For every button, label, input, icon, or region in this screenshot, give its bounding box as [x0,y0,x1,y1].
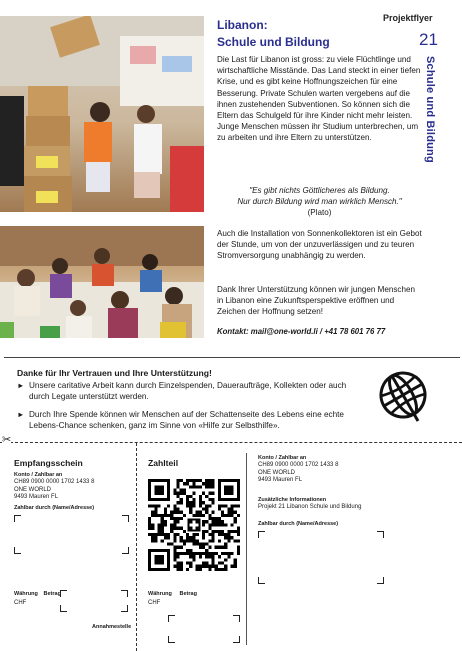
receipt-amount-labels [14,591,61,598]
receipt-currency-label: Währung [14,591,38,597]
receipt-amount-field[interactable] [60,605,67,612]
thanks-bullet-text: Unsere caritative Arbeit kann durch Einzelspenden, Daueraufträge, Kollekten oder auch durch Legate unterstützt werden. [29,381,347,402]
photo-classroom [0,226,204,338]
qr-code-graphic [148,479,240,571]
payment-amount-field[interactable] [168,636,175,643]
payment-info [258,497,448,512]
page-title-line2: Schule und Bildung [217,35,330,49]
receipt-payer-label: Zahlbar durch (Name/Adresse) [14,505,95,511]
receipt-acceptance-label: Annahmestelle [92,624,132,630]
receipt-payer-field[interactable] [122,515,129,522]
payment-payer-field[interactable] [377,577,384,584]
scissors-icon: ✂ [2,434,12,446]
contact-line[interactable]: Kontakt: mail@one-world.li / +41 78 601 76 77 [217,327,386,336]
payment-payer-field[interactable] [258,531,265,538]
quote-line1: "Es gibt nichts Göttlicheres als Bildung. [249,186,390,195]
receipt-account-label: Konto / Zahlbar an [14,472,63,478]
receipt-payer-field[interactable] [14,547,21,554]
one-world-globe-logo [372,364,434,426]
page-title-line1: Libanon: [217,18,268,32]
payment-info-label: Zusätzliche Informationen [258,497,327,503]
payment-name: ONE WORLD [258,469,296,476]
side-title-container [424,56,440,166]
payment-amount-labels [148,591,197,598]
payment-city: 9493 Mauren FL [258,477,303,484]
cut-line [0,442,462,443]
receipt-city: 9493 Mauren FL [14,494,59,501]
payment-payer-label: Zahlbar durch (Name/Adresse) [258,521,339,527]
payment-divider [246,453,247,645]
photo-children-boxes [0,16,204,212]
receipt-amount-field[interactable] [121,590,128,597]
payment-title: Zahlteil [148,458,179,468]
receipt-amount-field[interactable] [121,605,128,612]
receipt-currency: CHF [14,600,27,606]
quote-line2: Nur durch Bildung wird man wirklich Mensch." [237,197,402,207]
receipt-title: Empfangsschein [14,458,83,468]
receipt-perforation [136,443,137,651]
quote-block [217,185,422,219]
receipt-payer-field[interactable] [14,515,21,522]
qr-code[interactable] [148,479,240,571]
arrow-right-icon: ► [17,381,25,390]
thanks-title: Danke für Ihr Vertrauen und Ihre Unterstützung! [17,368,212,378]
payment-info-text: Projekt 21 Libanon Schule und Bildung [258,504,362,511]
intro-paragraph: Die Last für Libanon ist gross: zu viele Flüchtlinge und wirtschaftliche Misstände. Das Land steckt in einer tiefen Krise, und es gibt keine Hoffnungszeichen für eine Besserung. Private Schulen warten vergebens auf die ihnen zustehenden Subventionen. So können sich die Eltern das Schulgeld für ihre Kinder nicht mehr leisten. Junge Menschen müssen ihr Studium unterbrechen, um zu arbeiten und ihre Eltern zu unterstützen. [217,55,421,143]
quote-author: (Plato) [307,208,332,218]
payment-account-label: Konto / Zahlbar an [258,455,307,461]
thanks-bullet-text: Durch Ihre Spende können wir Menschen auf der Schattenseite des Lebens eine echte Lebens-Chance schenken, ganz im Sinne von «Hilfe zur Selbsthilfe». [29,410,344,431]
receipt-payer-field[interactable] [122,547,129,554]
thanks-bullet [17,409,357,432]
payment-currency-label: Währung [148,591,172,597]
receipt-account [14,472,132,502]
support-paragraph: Dank Ihrer Unterstützung können wir jungen Menschen in Libanon eine Zukunftsperspektive eröffnen und Zeichen der Hoffnung setzen! [217,285,415,317]
payment-currency: CHF [148,600,161,606]
section-divider [4,357,460,358]
payment-payer-field[interactable] [258,577,265,584]
thanks-bullet [17,380,357,403]
payment-amount-field[interactable] [168,615,175,622]
payment-amount-field[interactable] [233,615,240,622]
payment-payer-field[interactable] [377,531,384,538]
solar-paragraph: Auch die Installation von Sonnenkollektoren ist ein Gebot der Stunde, um von der unzuverlässigen und zu teuren Stromversorgung unabhängig zu werden. [217,229,422,261]
receipt-amount-field[interactable] [60,590,67,597]
payment-iban: CH89 0900 0000 1702 1433 8 [258,462,339,469]
side-title: Schule und Bildung [424,56,436,163]
arrow-right-icon: ► [17,410,25,419]
page-title [217,17,417,51]
payment-amount-field[interactable] [233,636,240,643]
receipt-iban: CH89 0900 0000 1702 1433 8 [14,479,95,486]
receipt-name: ONE WORLD [14,486,52,493]
payment-account [258,455,448,485]
payment-amount-label: Betrag [179,591,197,597]
flyer-label: Projektflyer [383,13,433,23]
receipt-amount-label: Betrag [43,591,61,597]
flyer-number: 21 [419,30,438,49]
